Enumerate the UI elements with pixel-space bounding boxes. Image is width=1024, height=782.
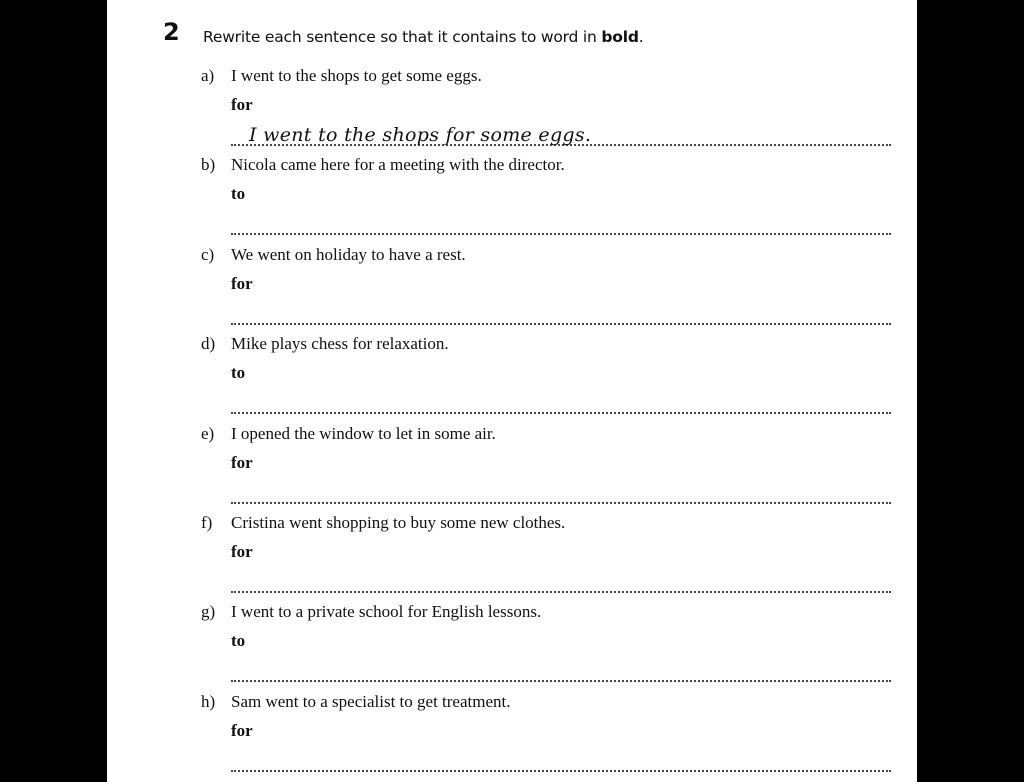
exercise-item-e (201, 424, 901, 514)
item-letter: e) (201, 424, 215, 443)
item-letter: b) (201, 155, 216, 174)
item-letter: h) (201, 692, 216, 711)
item-keyword: to (231, 184, 246, 203)
instruction-text: Rewrite each sentence so that it contains to word in (203, 28, 602, 46)
item-keyword: for (231, 542, 253, 561)
answer-line[interactable] (231, 748, 891, 772)
item-letter: f) (201, 513, 213, 532)
exercise-item-c (201, 245, 901, 335)
exercise-item-b (201, 155, 901, 245)
item-letter: g) (201, 602, 216, 621)
handwritten-answer: I went to the shops for some eggs. (249, 124, 592, 146)
exercise-instruction (203, 28, 643, 46)
item-sentence: Cristina went shopping to buy some new clothes. (231, 513, 566, 532)
answer-line[interactable] (231, 211, 891, 235)
item-keyword: for (231, 721, 253, 740)
item-sentence: Nicola came here for a meeting with the director. (231, 155, 565, 174)
item-keyword: for (231, 274, 253, 293)
instruction-bold-word: bold (601, 28, 639, 46)
item-sentence: Mike plays chess for relaxation. (231, 334, 449, 353)
exercise-item-a (201, 66, 901, 156)
answer-line[interactable] (231, 122, 891, 146)
worksheet-page (107, 0, 917, 782)
answer-line[interactable] (231, 480, 891, 504)
exercise-number: 2 (163, 18, 180, 46)
answer-line[interactable] (231, 390, 891, 414)
item-letter: d) (201, 334, 216, 353)
item-keyword: for (231, 453, 253, 472)
item-sentence: I opened the window to let in some air. (231, 424, 496, 443)
answer-line[interactable] (231, 301, 891, 325)
exercise-item-g (201, 602, 901, 692)
exercise-item-d (201, 334, 901, 424)
item-keyword: to (231, 363, 246, 382)
exercise-item-h (201, 692, 901, 782)
item-sentence: Sam went to a specialist to get treatment. (231, 692, 511, 711)
item-sentence: I went to a private school for English lessons. (231, 602, 542, 621)
item-letter: c) (201, 245, 215, 264)
exercise-item-f (201, 513, 901, 603)
answer-line[interactable] (231, 658, 891, 682)
item-keyword: for (231, 95, 253, 114)
instruction-period: . (638, 28, 644, 46)
item-sentence: We went on holiday to have a rest. (231, 245, 466, 264)
item-sentence: I went to the shops to get some eggs. (231, 66, 482, 85)
item-letter: a) (201, 66, 215, 85)
answer-line[interactable] (231, 569, 891, 593)
item-keyword: to (231, 631, 246, 650)
